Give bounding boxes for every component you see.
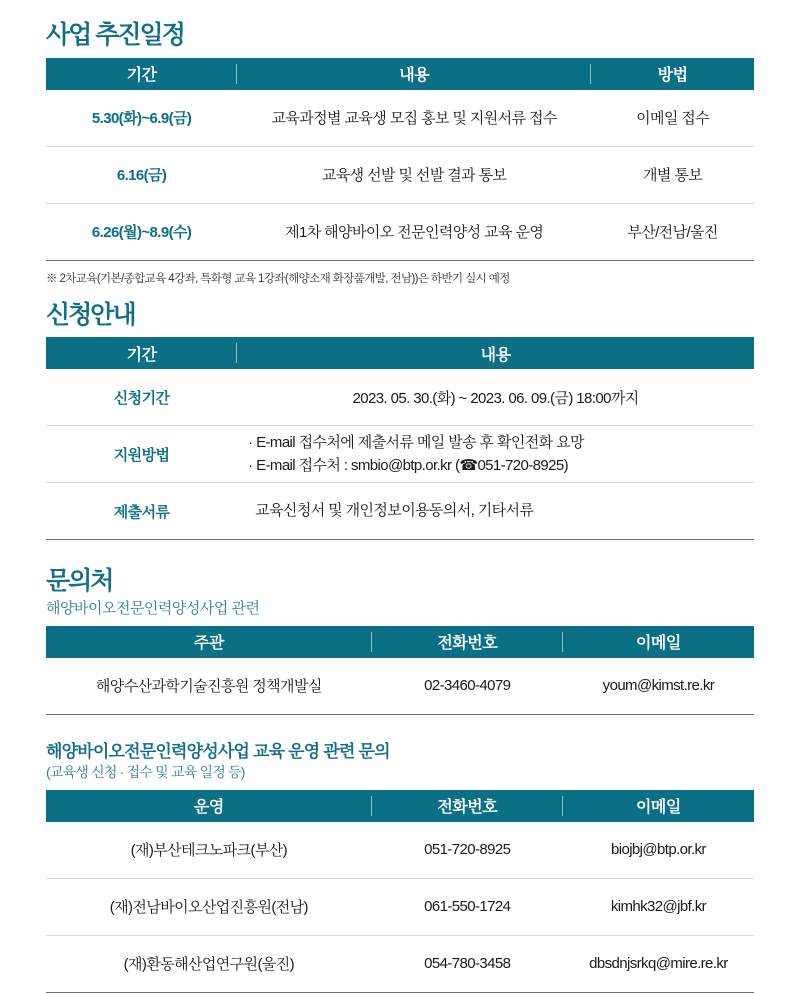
contact-phone: 02-3460-4079 [372, 658, 563, 715]
table-header-row [46, 626, 754, 658]
operation-org: (재)전남바이오산업진흥원(전남) [46, 878, 372, 935]
contact-email: youm@kimst.re.kr [563, 658, 754, 715]
apply-value: 2023. 05. 30.(화) ~ 2023. 06. 09.(금) 18:00까지 [237, 369, 754, 426]
schedule-content: 제1차 해양바이오 전문인력양성 교육 운영 [237, 203, 591, 260]
table-row [46, 658, 754, 715]
schedule-note: ※ 2차교육(기본/종합교육 4강좌, 특화형 교육 1강좌(해양소재 화장품개발, 전남))은 하반기 실시 예정 [46, 272, 510, 285]
schedule-period: 6.26(월)~8.9(수) [46, 203, 237, 260]
table-row [46, 90, 754, 147]
apply-table [46, 337, 754, 540]
operation-org: (재)환동해산업연구원(울진) [46, 935, 372, 992]
operation-heading: 해양바이오전문인력양성사업 교육 운영 관련 문의 [46, 741, 390, 761]
operation-col-org: 운영 [46, 790, 372, 822]
schedule-col-period: 기간 [46, 58, 237, 90]
apply-col-period: 기간 [46, 337, 237, 369]
table-row [46, 935, 754, 992]
operation-subheading: (교육생 신청 · 접수 및 교육 일정 등) [46, 763, 245, 780]
schedule-method: 부산/전남/울진 [591, 203, 754, 260]
operation-email: kimhk32@jbf.kr [563, 878, 754, 935]
schedule-period: 6.16(금) [46, 146, 237, 203]
table-row [46, 369, 754, 426]
contact-col-email: 이메일 [563, 626, 754, 658]
table-header-row [46, 790, 754, 822]
contact-col-phone: 전화번호 [372, 626, 563, 658]
table-row [46, 203, 754, 260]
apply-value-line: · E-mail 접수처 : smbio@btp.or.kr (☎051-720-8925) [248, 457, 569, 474]
table-header-row [46, 58, 754, 90]
apply-value [237, 483, 754, 540]
table-header-row [46, 337, 754, 369]
schedule-table [46, 58, 754, 261]
operation-col-phone: 전화번호 [372, 790, 563, 822]
section-schedule [46, 22, 754, 286]
apply-title: 신청안내 [46, 300, 135, 329]
contact-table [46, 626, 754, 715]
schedule-title: 사업 추진일정 [46, 21, 184, 49]
operation-email: biojbj@btp.or.kr [563, 822, 754, 879]
table-row [46, 878, 754, 935]
apply-key: 지원방법 [46, 426, 237, 483]
schedule-content: 교육생 선발 및 선발 결과 통보 [237, 146, 591, 203]
section-contact [46, 568, 754, 715]
apply-value [237, 426, 754, 483]
apply-col-content: 내용 [237, 337, 754, 369]
contact-org: 해양수산과학기술진흥원 정책개발실 [46, 658, 372, 715]
operation-org: (재)부산테크노파크(부산) [46, 822, 372, 879]
table-row [46, 483, 754, 540]
apply-key: 제출서류 [46, 483, 237, 540]
schedule-col-content: 내용 [237, 58, 591, 90]
schedule-method: 개별 통보 [591, 146, 754, 203]
schedule-col-method: 방법 [591, 58, 754, 90]
table-row [46, 426, 754, 483]
schedule-period: 5.30(화)~6.9(금) [46, 90, 237, 147]
schedule-method: 이메일 접수 [591, 90, 754, 147]
table-row [46, 146, 754, 203]
operation-phone: 061-550-1724 [372, 878, 563, 935]
apply-value-line: 교육신청서 및 개인정보이용동의서, 기타서류 [255, 502, 534, 520]
operation-email: dbsdnjsrkq@mire.re.kr [563, 935, 754, 992]
apply-value-line: · E-mail 접수처에 제출서류 메일 발송 후 확인전화 요망 [248, 433, 584, 451]
operation-table [46, 790, 754, 993]
operation-phone: 051-720-8925 [372, 822, 563, 879]
section-operation [46, 737, 754, 993]
table-row [46, 822, 754, 879]
section-apply [46, 302, 754, 541]
contact-subtitle: 해양바이오전문인력양성사업 관련 [46, 599, 260, 617]
contact-title: 문의처 [46, 567, 113, 595]
operation-col-email: 이메일 [563, 790, 754, 822]
operation-phone: 054-780-3458 [372, 935, 563, 992]
document-content [46, 22, 754, 993]
schedule-content: 교육과정별 교육생 모집 홍보 및 지원서류 접수 [237, 90, 591, 147]
contact-col-org: 주관 [46, 626, 372, 658]
apply-key: 신청기간 [46, 369, 237, 426]
